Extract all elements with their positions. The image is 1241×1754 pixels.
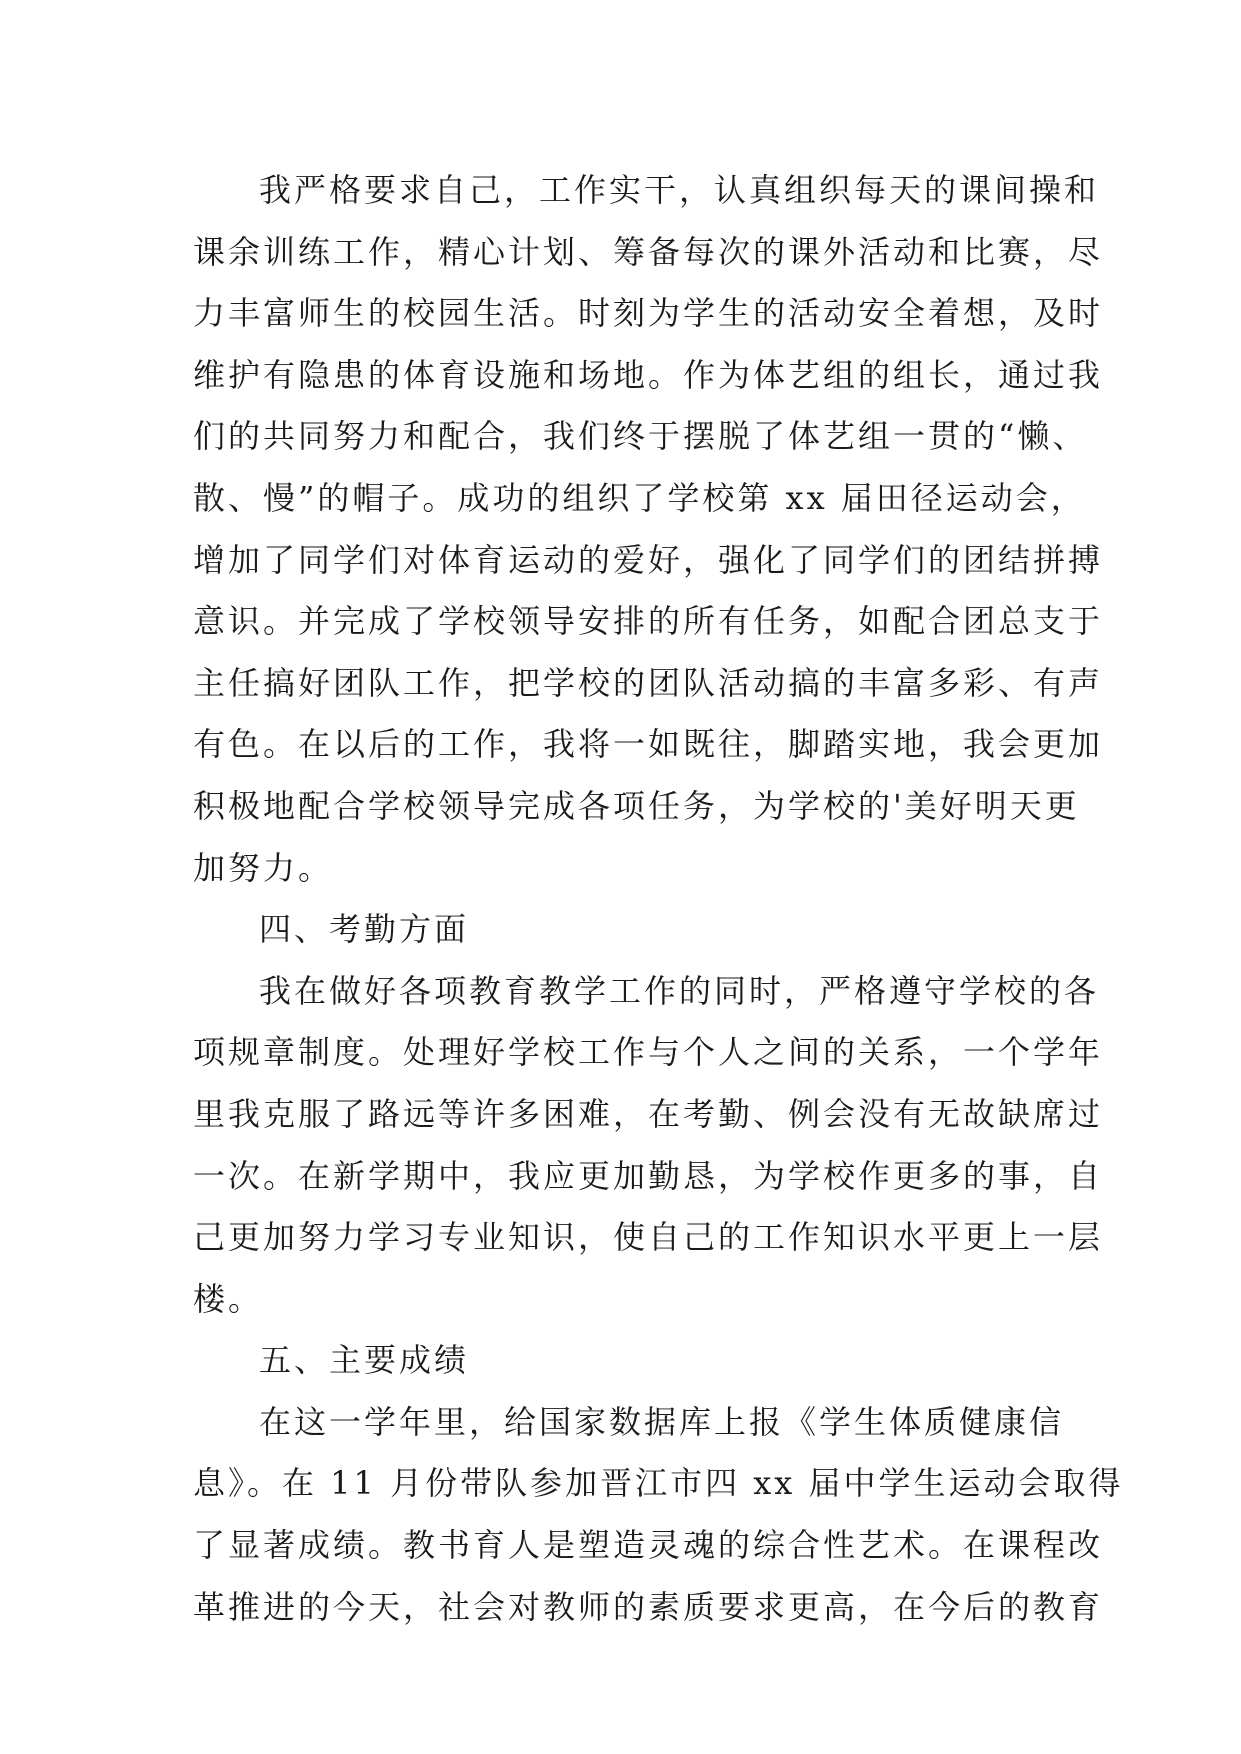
text-line: 楼。 bbox=[193, 1279, 264, 1318]
text-line: 加努力。 bbox=[193, 848, 334, 887]
text-line: 了显著成绩。教书育人是塑造灵魂的综合性艺术。在课程改 bbox=[193, 1526, 1104, 1565]
text-line: 里我克服了路远等许多困难，在考勤、例会没有无故缺席过 bbox=[193, 1094, 1104, 1133]
text-line: 意识。并完成了学校领导安排的所有任务，如配合团总支于 bbox=[193, 602, 1104, 641]
text-line: 我严格要求自己，工作实干，认真组织每天的课间操和 bbox=[259, 171, 1100, 209]
text-line: 主任搞好团队工作，把学校的团队活动搞的丰富多彩、有声 bbox=[193, 663, 1104, 702]
text-line: 们的共同努力和配合，我们终于摆脱了体艺组一贯的“懒、 bbox=[193, 417, 1088, 456]
text-line: 在这一学年里，给国家数据库上报《学生体质健康信 bbox=[259, 1402, 1065, 1441]
text-line: 增加了同学们对体育运动的爱好，强化了同学们的团结拼搏 bbox=[193, 540, 1104, 579]
section-heading: 五、主要成绩 bbox=[259, 1341, 470, 1380]
text-line: 维护有隐患的体育设施和场地。作为体艺组的组长，通过我 bbox=[193, 355, 1104, 394]
section-heading: 四、考勤方面 bbox=[259, 910, 470, 949]
text-line: 力丰富师生的校园生活。时刻为学生的活动安全着想，及时 bbox=[193, 294, 1104, 333]
text-line: 项规章制度。处理好学校工作与个人之间的关系，一个学年 bbox=[193, 1033, 1104, 1072]
text-line: 革推进的今天，社会对教师的素质要求更高，在今后的教育 bbox=[193, 1587, 1104, 1626]
text-line: 课余训练工作，精心计划、筹备每次的课外活动和比赛，尽 bbox=[193, 232, 1104, 271]
text-line: 息》。在 11 月份带队参加晋江市四 xx 届中学生运动会取得 bbox=[193, 1464, 1124, 1503]
text-line: 一次。在新学期中，我应更加勤恳，为学校作更多的事，自 bbox=[193, 1156, 1104, 1195]
text-line: 积极地配合学校领导完成各项任务，为学校的'美好明天更 bbox=[193, 786, 1080, 825]
text-line: 有色。在以后的工作，我将一如既往，脚踏实地，我会更加 bbox=[193, 725, 1104, 764]
text-line: 己更加努力学习专业知识，使自己的工作知识水平更上一层 bbox=[193, 1218, 1104, 1257]
document-body bbox=[193, 160, 1124, 1638]
text-line: 散、慢”的帽子。成功的组织了学校第 xx 届田径运动会， bbox=[193, 478, 1086, 517]
text-line: 我在做好各项教育教学工作的同时，严格遵守学校的各 bbox=[259, 971, 1100, 1010]
